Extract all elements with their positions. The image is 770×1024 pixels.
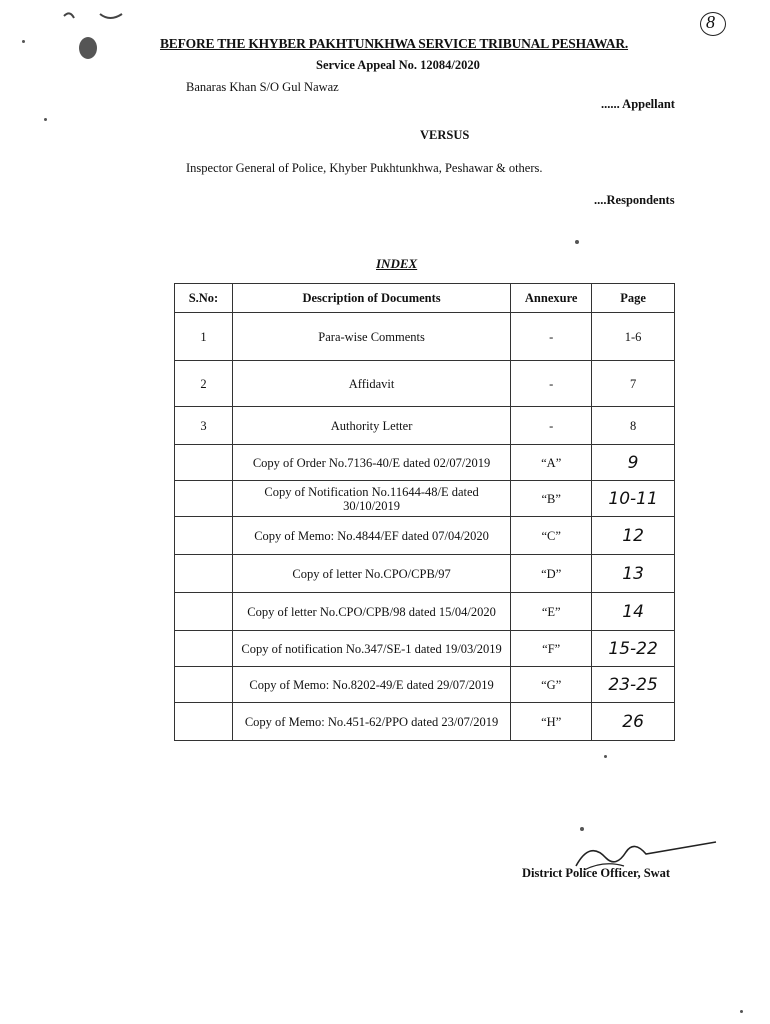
cell-sno <box>175 631 233 667</box>
cell-page-handwritten: 13 <box>592 555 675 593</box>
cell-page-handwritten: 26 <box>592 703 675 741</box>
table-row <box>175 361 675 407</box>
cell-annexure: “B” <box>511 481 592 517</box>
appellant-name: Banaras Khan S/O Gul Nawaz <box>186 80 339 94</box>
table-row <box>175 481 675 517</box>
cell-annexure: “E” <box>511 593 592 631</box>
column-header-page: Page <box>592 284 675 313</box>
scan-speck <box>604 755 607 758</box>
cell-sno: 2 <box>175 361 233 407</box>
table-row <box>175 555 675 593</box>
cell-description: Copy of Order No.7136-40/E dated 02/07/2019 <box>232 445 510 481</box>
ink-blot-mark <box>60 8 140 68</box>
cell-annexure: “H” <box>511 703 592 741</box>
cell-page: 8 <box>592 407 675 445</box>
table-row <box>175 517 675 555</box>
cell-page-handwritten: 15-22 <box>592 631 675 667</box>
table-row <box>175 593 675 631</box>
cell-sno <box>175 667 233 703</box>
cell-page-handwritten: 12 <box>592 517 675 555</box>
cell-sno <box>175 445 233 481</box>
cell-description: Copy of Memo: No.8202-49/E dated 29/07/2019 <box>232 667 510 703</box>
appellant-label: ...... Appellant <box>601 97 675 111</box>
cell-description: Copy of Memo: No.451-62/PPO dated 23/07/2019 <box>232 703 510 741</box>
table-row <box>175 313 675 361</box>
scan-speck <box>575 240 579 244</box>
cell-sno <box>175 593 233 631</box>
signer-designation: District Police Officer, Swat <box>522 866 671 880</box>
appeal-number: Service Appeal No. 12084/2020 <box>316 58 480 72</box>
cell-sno: 1 <box>175 313 233 361</box>
index-title: INDEX <box>376 256 418 271</box>
table-row <box>175 631 675 667</box>
cell-annexure: - <box>511 313 592 361</box>
cell-annexure: “G” <box>511 667 592 703</box>
cell-sno <box>175 481 233 517</box>
scan-speck <box>44 118 47 121</box>
respondents-label: ....Respondents <box>594 193 675 207</box>
scan-speck <box>740 1010 743 1013</box>
cell-annexure: - <box>511 361 592 407</box>
cell-sno <box>175 555 233 593</box>
cell-sno <box>175 703 233 741</box>
cell-annexure: “A” <box>511 445 592 481</box>
cell-description: Copy of letter No.CPO/CPB/97 <box>232 555 510 593</box>
table-row <box>175 667 675 703</box>
column-header-sno: S.No: <box>175 284 233 313</box>
cell-page-handwritten: 9 <box>592 445 675 481</box>
cell-description: Para-wise Comments <box>232 313 510 361</box>
cell-description: Copy of letter No.CPO/CPB/98 dated 15/04/2020 <box>232 593 510 631</box>
cell-description: Copy of Memo: No.4844/EF dated 07/04/2020 <box>232 517 510 555</box>
respondent-name: Inspector General of Police, Khyber Pukhtunkhwa, Peshawar & others. <box>186 161 543 175</box>
page-number-text: 8 <box>706 12 715 32</box>
cell-page-handwritten: 23-25 <box>592 667 675 703</box>
scan-speck <box>580 827 584 831</box>
tribunal-title: BEFORE THE KHYBER PAKHTUNKHWA SERVICE TRIBUNAL PESHAWAR. <box>160 36 629 51</box>
cell-annexure: “D” <box>511 555 592 593</box>
index-table <box>174 283 675 741</box>
column-header-description: Description of Documents <box>232 284 510 313</box>
cell-page: 1-6 <box>592 313 675 361</box>
scan-speck <box>22 40 25 43</box>
cell-description: Copy of Notification No.11644-48/E dated 30/10/2019 <box>232 481 510 517</box>
cell-description: Copy of notification No.347/SE-1 dated 19/03/2019 <box>232 631 510 667</box>
cell-page-handwritten: 14 <box>592 593 675 631</box>
column-header-annexure: Annexure <box>511 284 592 313</box>
cell-page-handwritten: 10-11 <box>592 481 675 517</box>
cell-sno: 3 <box>175 407 233 445</box>
cell-description: Authority Letter <box>232 407 510 445</box>
cell-annexure: “F” <box>511 631 592 667</box>
cell-description: Affidavit <box>232 361 510 407</box>
cell-annexure: “C” <box>511 517 592 555</box>
table-row <box>175 407 675 445</box>
cell-sno <box>175 517 233 555</box>
versus-heading: VERSUS <box>420 128 470 142</box>
index-header-row <box>175 284 675 313</box>
page-number-mark <box>700 12 726 34</box>
cell-page: 7 <box>592 361 675 407</box>
cell-annexure: - <box>511 407 592 445</box>
table-row <box>175 445 675 481</box>
table-row <box>175 703 675 741</box>
